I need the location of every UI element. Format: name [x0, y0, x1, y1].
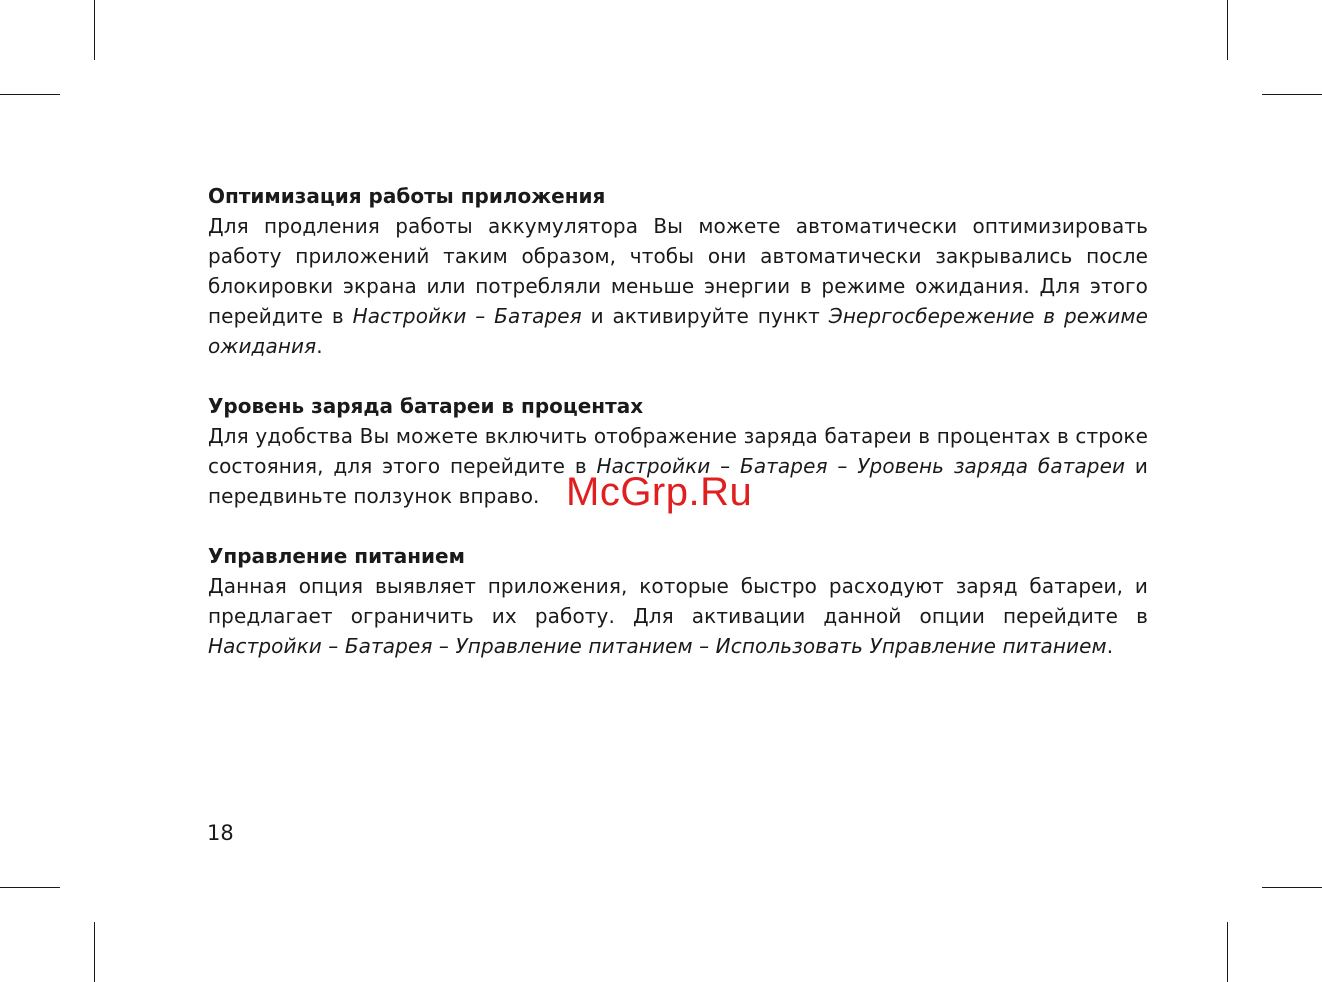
watermark: McGrp.Ru [566, 470, 753, 514]
section-paragraph [208, 211, 1148, 361]
paragraph-text: и передвиньте ползунок вправо. [208, 454, 1148, 508]
paragraph-text: Для продления работы аккумулятора Вы можете автоматически оптимизировать работу приложений таким образом, чтобы они автоматически закрывались после блокировки экрана или потребляли меньше энергии в режиме ожидания. Для этого перейдите в [208, 214, 1148, 328]
crop-mark-bottom-right-horizontal [1262, 887, 1322, 888]
paragraph-text: . [316, 334, 323, 358]
section-heading: Оптимизация работы приложения [208, 184, 606, 208]
crop-mark-bottom-right-vertical [1227, 922, 1228, 982]
menu-path-text: Энергосбережение в режиме ожидания [208, 304, 1148, 358]
crop-mark-top-right-horizontal [1262, 94, 1322, 95]
paragraph-text: . [1106, 634, 1114, 658]
paragraph-text: Данная опция выявляет приложения, которые быстро расходуют заряд батареи, и предлагает ограничить их работу. Для активации данной опции перейдите в [208, 574, 1148, 628]
section-heading: Уровень заряда батареи в процентах [208, 394, 644, 418]
crop-mark-top-right-vertical [1227, 0, 1228, 60]
paragraph-text: Для удобства Вы можете включить отображение заряда батареи в процентах в строке состояния, для этого перейдите в [208, 424, 1148, 478]
section-app-optimization [208, 181, 1148, 361]
section-paragraph [208, 571, 1148, 661]
paragraph-text: и активируйте пункт [581, 304, 829, 328]
crop-mark-top-left-horizontal [0, 94, 60, 95]
section-power-management [208, 541, 1148, 661]
page-number: 18 [207, 821, 234, 845]
page-content [208, 181, 1148, 691]
menu-path-text: Настройки – Батарея – Управление питанием – Использовать Управление питанием [208, 634, 1107, 658]
menu-path-text: Настройки – Батарея [352, 304, 582, 328]
crop-mark-bottom-left-vertical [94, 922, 95, 982]
section-heading: Управление питанием [208, 544, 465, 568]
menu-path-text: Настройки – Батарея – Уровень заряда батареи [596, 454, 1126, 478]
crop-mark-bottom-left-horizontal [0, 887, 60, 888]
crop-mark-top-left-vertical [94, 0, 95, 60]
